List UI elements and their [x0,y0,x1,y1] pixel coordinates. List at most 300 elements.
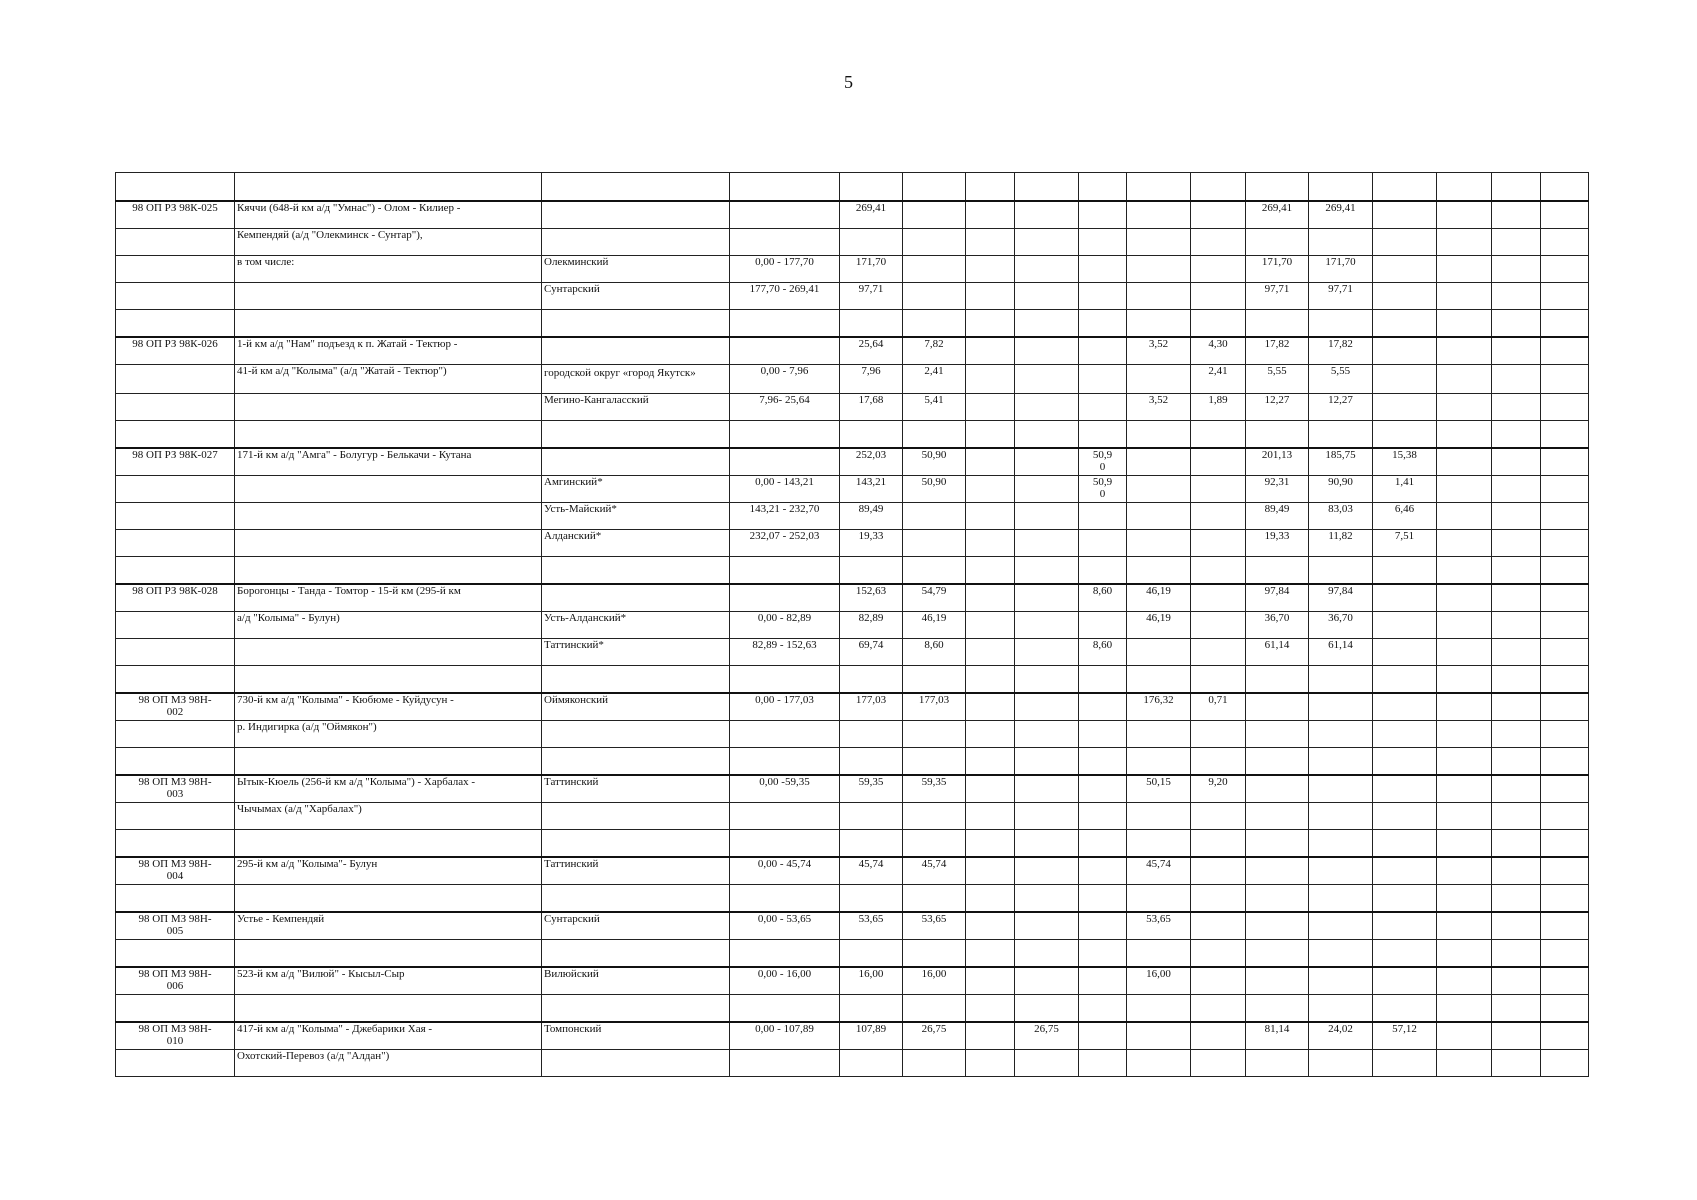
cell-c15 [1437,721,1492,748]
cell-c15 [1437,666,1492,694]
cell-c15 [1437,639,1492,666]
cell-km-range: 0,00 - 107,89 [730,1022,840,1050]
cell-c13: 61,14 [1309,639,1373,666]
cell-c13 [1309,803,1373,830]
cell-c15 [1437,748,1492,776]
cell-road-name [235,830,542,858]
cell-c14: 57,12 [1373,1022,1437,1050]
cell-c10 [1127,448,1191,476]
cell-c17 [1541,940,1589,968]
cell-total-length: 89,49 [840,503,903,530]
cell-c14 [1373,557,1437,585]
cell-road-code: 98 ОП МЗ 98Н- 004 [116,857,235,885]
cell-c7 [966,775,1015,803]
cell-district [542,995,730,1023]
cell-c17 [1541,448,1589,476]
cell-c17 [1541,693,1589,721]
cell-c14 [1373,584,1437,612]
roads-table-body [116,173,1589,1077]
cell-c8 [1015,1050,1079,1077]
cell-c6 [903,283,966,310]
cell-c8 [1015,885,1079,913]
cell-c7 [966,201,1015,229]
cell-c12: 36,70 [1246,612,1309,639]
table-row [116,693,1589,721]
cell-road-name [235,639,542,666]
cell-km-range: 82,89 - 152,63 [730,639,840,666]
cell-c16 [1492,201,1541,229]
cell-c13 [1309,940,1373,968]
cell-c9 [1079,229,1127,256]
cell-c9: 50,9 0 [1079,476,1127,503]
cell-c13 [1309,967,1373,995]
cell-total-length: 171,70 [840,256,903,283]
cell-c12 [1246,229,1309,256]
cell-road-code [116,830,235,858]
table-row [116,337,1589,365]
cell-km-range [730,803,840,830]
cell-c12: 81,14 [1246,1022,1309,1050]
cell-c15 [1437,612,1492,639]
cell-c14 [1373,885,1437,913]
cell-road-code [116,557,235,585]
cell-district: Таттинский [542,857,730,885]
cell-c9 [1079,1022,1127,1050]
cell-c14 [1373,775,1437,803]
cell-c7 [966,639,1015,666]
cell-km-range [730,229,840,256]
cell-c16 [1492,721,1541,748]
cell-road-code [116,1050,235,1077]
cell-c8 [1015,748,1079,776]
cell-road-code [116,748,235,776]
cell-road-name: в том числе: [235,256,542,283]
cell-c12 [1246,885,1309,913]
cell-road-name [235,530,542,557]
cell-c13 [1309,721,1373,748]
cell-c11 [1191,229,1246,256]
cell-road-name: 730-й км а/д "Колыма" - Кюбюме - Куйдусун - [235,693,542,721]
cell-c7 [966,229,1015,256]
cell-c6 [903,803,966,830]
cell-total-length: 19,33 [840,530,903,557]
cell-c8 [1015,310,1079,338]
cell-c12: 89,49 [1246,503,1309,530]
cell-c11 [1191,1050,1246,1077]
cell-road-code [116,530,235,557]
cell-c16 [1492,775,1541,803]
table-row [116,885,1589,913]
cell-c8 [1015,912,1079,940]
cell-c15 [1437,201,1492,229]
cell-c12 [1246,803,1309,830]
cell-c16 [1492,283,1541,310]
cell-c13: 17,82 [1309,337,1373,365]
cell-c13 [1309,995,1373,1023]
cell-c10: 3,52 [1127,394,1191,421]
cell-c11 [1191,612,1246,639]
cell-c15 [1437,557,1492,585]
cell-road-code: 98 ОП МЗ 98Н- 010 [116,1022,235,1050]
cell-c13: 24,02 [1309,1022,1373,1050]
cell-road-code [116,940,235,968]
cell-c16 [1492,448,1541,476]
cell-total-length [840,830,903,858]
cell-road-code: 98 ОП МЗ 98Н- 006 [116,967,235,995]
cell-km-range [730,995,840,1023]
cell-c7 [966,421,1015,449]
cell-road-name: а/д "Колыма" - Булун) [235,612,542,639]
cell-road-code: 98 ОП МЗ 98Н- 002 [116,693,235,721]
cell-c10 [1127,173,1191,202]
cell-c13: 269,41 [1309,201,1373,229]
table-row [116,639,1589,666]
cell-district [542,748,730,776]
table-row [116,666,1589,694]
cell-road-code [116,394,235,421]
cell-total-length: 143,21 [840,476,903,503]
cell-total-length: 107,89 [840,1022,903,1050]
cell-road-code: 98 ОП МЗ 98Н- 005 [116,912,235,940]
cell-c7 [966,173,1015,202]
cell-road-name: 1-й км а/д "Нам" подъезд к п. Жатай - Тектюр - [235,337,542,365]
cell-c11 [1191,885,1246,913]
cell-district [542,666,730,694]
cell-c6: 50,90 [903,448,966,476]
cell-road-code [116,476,235,503]
cell-c10 [1127,557,1191,585]
cell-c6 [903,310,966,338]
cell-c11: 9,20 [1191,775,1246,803]
cell-km-range [730,666,840,694]
cell-c16 [1492,337,1541,365]
cell-district: городской округ «город Якутск» [542,365,730,394]
cell-c10 [1127,940,1191,968]
cell-c12: 97,71 [1246,283,1309,310]
cell-district [542,201,730,229]
table-row [116,201,1589,229]
cell-c9 [1079,967,1127,995]
cell-c8 [1015,421,1079,449]
cell-c9 [1079,885,1127,913]
cell-c12 [1246,557,1309,585]
cell-c16 [1492,394,1541,421]
cell-road-code [116,256,235,283]
cell-c16 [1492,857,1541,885]
cell-c17 [1541,173,1589,202]
cell-c14 [1373,803,1437,830]
cell-c6 [903,503,966,530]
cell-total-length: 252,03 [840,448,903,476]
cell-c15 [1437,1022,1492,1050]
cell-c15 [1437,995,1492,1023]
cell-c13 [1309,421,1373,449]
cell-road-code [116,173,235,202]
cell-c10 [1127,283,1191,310]
cell-c7 [966,612,1015,639]
cell-road-name: 417-й км а/д "Колыма" - Джебарики Хая - [235,1022,542,1050]
cell-c16 [1492,256,1541,283]
cell-c6: 8,60 [903,639,966,666]
cell-c16 [1492,584,1541,612]
cell-km-range: 0,00 - 7,96 [730,365,840,394]
cell-c17 [1541,1050,1589,1077]
cell-c11 [1191,995,1246,1023]
cell-c9 [1079,337,1127,365]
cell-c13 [1309,775,1373,803]
cell-c8 [1015,639,1079,666]
cell-km-range: 0,00 - 177,70 [730,256,840,283]
table-row [116,995,1589,1023]
cell-c16 [1492,557,1541,585]
cell-c7 [966,584,1015,612]
cell-c12 [1246,1050,1309,1077]
cell-c17 [1541,721,1589,748]
cell-c12 [1246,310,1309,338]
cell-road-name [235,748,542,776]
cell-c10 [1127,666,1191,694]
cell-c13 [1309,557,1373,585]
cell-c14 [1373,721,1437,748]
cell-c10 [1127,476,1191,503]
cell-c14 [1373,693,1437,721]
table-row [116,310,1589,338]
cell-district [542,229,730,256]
cell-c15 [1437,229,1492,256]
cell-c15 [1437,256,1492,283]
cell-c17 [1541,421,1589,449]
cell-c7 [966,476,1015,503]
cell-km-range: 0,00 - 82,89 [730,612,840,639]
cell-c17 [1541,995,1589,1023]
cell-c16 [1492,1050,1541,1077]
cell-c8 [1015,857,1079,885]
cell-district [542,940,730,968]
cell-c9 [1079,283,1127,310]
cell-c17 [1541,639,1589,666]
cell-c14 [1373,940,1437,968]
cell-c14 [1373,310,1437,338]
cell-c12: 92,31 [1246,476,1309,503]
cell-c17 [1541,830,1589,858]
cell-c12 [1246,775,1309,803]
cell-c10 [1127,229,1191,256]
cell-c11 [1191,803,1246,830]
cell-c9 [1079,256,1127,283]
cell-c10 [1127,256,1191,283]
cell-total-length: 53,65 [840,912,903,940]
cell-c12: 97,84 [1246,584,1309,612]
cell-c17 [1541,557,1589,585]
cell-c7 [966,256,1015,283]
table-row [116,775,1589,803]
cell-km-range [730,1050,840,1077]
cell-c15 [1437,584,1492,612]
cell-c9 [1079,666,1127,694]
cell-c11: 0,71 [1191,693,1246,721]
cell-road-name: Борогонцы - Танда - Томтор - 15-й км (295-й км [235,584,542,612]
cell-total-length [840,803,903,830]
cell-c6 [903,666,966,694]
cell-c14: 1,41 [1373,476,1437,503]
cell-c14 [1373,229,1437,256]
cell-road-name: Охотский-Перевоз (а/д "Алдан") [235,1050,542,1077]
cell-c11 [1191,283,1246,310]
cell-c14 [1373,365,1437,394]
cell-c16 [1492,885,1541,913]
cell-c7 [966,557,1015,585]
cell-c15 [1437,967,1492,995]
cell-km-range: 7,96- 25,64 [730,394,840,421]
cell-c13: 36,70 [1309,612,1373,639]
cell-road-name [235,173,542,202]
cell-c14 [1373,337,1437,365]
cell-c14 [1373,201,1437,229]
cell-c9 [1079,612,1127,639]
cell-district: Олекминский [542,256,730,283]
cell-c6 [903,557,966,585]
cell-c16 [1492,229,1541,256]
cell-c7 [966,857,1015,885]
cell-c7 [966,1050,1015,1077]
cell-c6 [903,173,966,202]
cell-c12: 5,55 [1246,365,1309,394]
cell-c9: 8,60 [1079,639,1127,666]
cell-c16 [1492,421,1541,449]
cell-district [542,584,730,612]
table-row [116,530,1589,557]
cell-c15 [1437,337,1492,365]
cell-c10 [1127,885,1191,913]
cell-c15 [1437,365,1492,394]
cell-c15 [1437,394,1492,421]
cell-c12 [1246,421,1309,449]
cell-c17 [1541,337,1589,365]
cell-c15 [1437,1050,1492,1077]
cell-c10 [1127,1022,1191,1050]
cell-c10 [1127,530,1191,557]
cell-c10 [1127,721,1191,748]
cell-c10 [1127,995,1191,1023]
page-number: 5 [844,72,853,92]
cell-c15 [1437,912,1492,940]
cell-c17 [1541,394,1589,421]
cell-c14 [1373,421,1437,449]
cell-road-code [116,666,235,694]
cell-c7 [966,503,1015,530]
cell-c11: 2,41 [1191,365,1246,394]
cell-c7 [966,830,1015,858]
table-row [116,476,1589,503]
cell-c13: 83,03 [1309,503,1373,530]
cell-c14 [1373,830,1437,858]
cell-c16 [1492,940,1541,968]
cell-road-code: 98 ОП МЗ 98Н- 003 [116,775,235,803]
cell-km-range [730,830,840,858]
cell-total-length: 17,68 [840,394,903,421]
cell-total-length [840,885,903,913]
cell-road-name [235,283,542,310]
cell-c13 [1309,229,1373,256]
cell-c12 [1246,912,1309,940]
cell-total-length [840,173,903,202]
cell-road-code [116,503,235,530]
cell-c8 [1015,775,1079,803]
cell-c8 [1015,448,1079,476]
cell-c15 [1437,830,1492,858]
cell-c8 [1015,365,1079,394]
cell-c14 [1373,748,1437,776]
cell-km-range: 143,21 - 232,70 [730,503,840,530]
cell-road-name: Чычымах (а/д "Харбалах") [235,803,542,830]
cell-c15 [1437,476,1492,503]
cell-c12: 19,33 [1246,530,1309,557]
cell-c9 [1079,693,1127,721]
cell-c9 [1079,173,1127,202]
cell-c9 [1079,803,1127,830]
cell-c11 [1191,1022,1246,1050]
cell-c13 [1309,857,1373,885]
cell-c11 [1191,448,1246,476]
cell-c10: 53,65 [1127,912,1191,940]
cell-road-code [116,803,235,830]
cell-c8: 26,75 [1015,1022,1079,1050]
cell-c9 [1079,857,1127,885]
cell-c12: 61,14 [1246,639,1309,666]
cell-total-length [840,1050,903,1077]
cell-road-code [116,229,235,256]
cell-road-name: Ытык-Кюель (256-й км а/д "Колыма") - Харбалах - [235,775,542,803]
cell-c11 [1191,830,1246,858]
cell-km-range: 0,00 -59,35 [730,775,840,803]
cell-c9 [1079,394,1127,421]
cell-c6: 59,35 [903,775,966,803]
cell-road-name: 171-й км а/д "Амга" - Болугур - Белькачи - Кутана [235,448,542,476]
cell-c12: 269,41 [1246,201,1309,229]
cell-c17 [1541,912,1589,940]
cell-c12 [1246,173,1309,202]
cell-road-name: 295-й км а/д "Колыма"- Булун [235,857,542,885]
cell-c16 [1492,476,1541,503]
cell-c9 [1079,940,1127,968]
cell-c13: 185,75 [1309,448,1373,476]
cell-c10 [1127,503,1191,530]
cell-c13: 5,55 [1309,365,1373,394]
cell-c11 [1191,584,1246,612]
cell-km-range [730,201,840,229]
cell-c14 [1373,639,1437,666]
cell-c13 [1309,310,1373,338]
cell-c8 [1015,201,1079,229]
table-row [116,803,1589,830]
cell-district [542,337,730,365]
cell-c8 [1015,995,1079,1023]
cell-c14 [1373,995,1437,1023]
cell-c17 [1541,229,1589,256]
cell-c12: 12,27 [1246,394,1309,421]
cell-c11 [1191,912,1246,940]
cell-km-range: 0,00 - 16,00 [730,967,840,995]
cell-c12 [1246,693,1309,721]
cell-road-name: р. Индигирка (а/д "Оймякон") [235,721,542,748]
cell-total-length: 45,74 [840,857,903,885]
cell-c8 [1015,803,1079,830]
cell-c13: 97,71 [1309,283,1373,310]
cell-c17 [1541,1022,1589,1050]
cell-c12 [1246,995,1309,1023]
cell-c8 [1015,940,1079,968]
cell-km-range [730,337,840,365]
